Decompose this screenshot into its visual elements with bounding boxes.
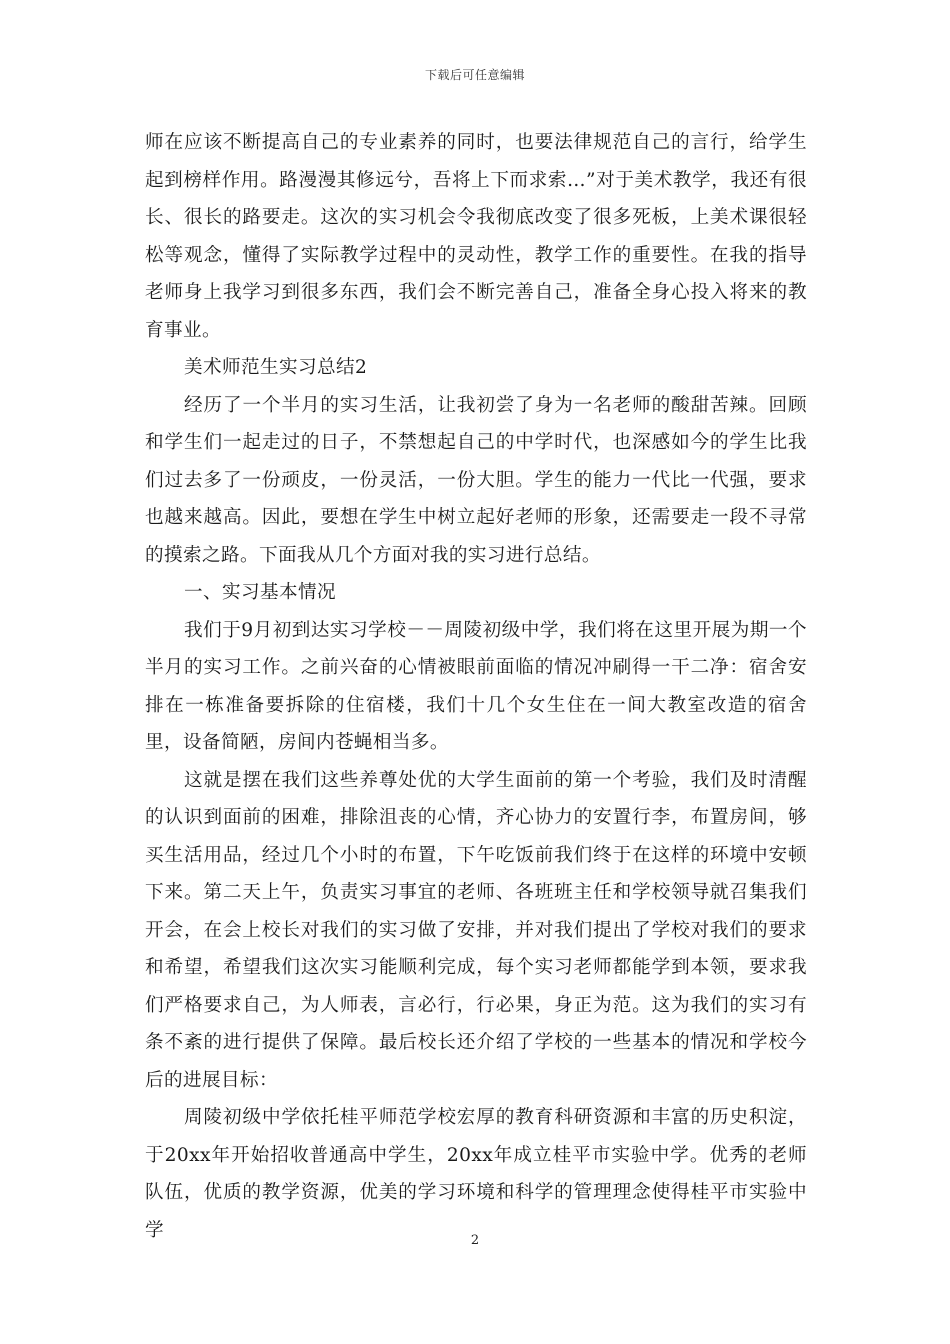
paragraph: 周陵初级中学依托桂平师范学校宏厚的教育科研资源和丰富的历史积淀，于20xx年开始招收普通高中学生，20xx年成立桂平市实验中学。优秀的老师队伍，优质的教学资源，优美的学习环境和科学的管理理念使得桂平市实验中学 xyxy=(145,1107,807,1241)
paragraph: 我们于9月初到达实习学校－－周陵初级中学，我们将在这里开展为期一个半月的实习工作。之前兴奋的心情被眼前面临的情况冲刷得一干二净：宿舍安排在一栋准备要拆除的住宿楼，我们十几个女生住在一间大教室改造的宿舍里，设备简陋，房间内苍蝇相当多。 xyxy=(145,619,807,753)
paragraph-continuation: 师在应该不断提高自己的专业素养的同时，也要法律规范自己的言行，给学生起到榜样作用。路漫漫其修远兮，吾将上下而求索…”对于美术教学，我还有很长、很长的路要走。这次的实习机会令我彻底改变了很多死板，上美术课很轻松等观念，懂得了实际教学过程中的灵动性，教学工作的重要性。在我的指导老师身上我学习到很多东西，我们会不断完善自己，准备全身心投入将来的教育事业。 xyxy=(145,132,807,341)
page-header: 下载后可任意编辑 xyxy=(424,68,525,82)
section-title: 美术师范生实习总结2 xyxy=(184,357,368,378)
section-heading: 一、实习基本情况 xyxy=(184,582,336,603)
page-number: 2 xyxy=(470,1233,480,1248)
paragraph: 经历了一个半月的实习生活，让我初尝了身为一名老师的酸甜苦辣。回顾和学生们一起走过的日子，不禁想起自己的中学时代，也深感如今的学生比我们过去多了一份顽皮，一份灵活，一份大胆。学生的能力一代比一代强，要求也越来越高。因此，要想在学生中树立起好老师的形象，还需要走一段不寻常的摸索之路。下面我从几个方面对我的实习进行总结。 xyxy=(145,394,807,566)
paragraph: 这就是摆在我们这些养尊处优的大学生面前的第一个考验，我们及时清醒的认识到面前的困难，排除沮丧的心情，齐心协力的安置行李，布置房间，够买生活用品，经过几个小时的布置，下午吃饭前我们终于在这样的环境中安顿下来。第二天上午，负责实习事宜的老师、各班班主任和学校领导就召集我们开会，在会上校长对我们的实习做了安排，并对我们提出了学校对我们的要求和希望，希望我们这次实习能顺利完成，每个实习老师都能学到本领，要求我们严格要求自己，为人师表，言必行，行必果，身正为范。这为我们的实习有条不紊的进行提供了保障。最后校长还介绍了学校的一些基本的情况和学校今后的进展目标： xyxy=(145,769,807,1091)
document-body xyxy=(145,124,807,1249)
